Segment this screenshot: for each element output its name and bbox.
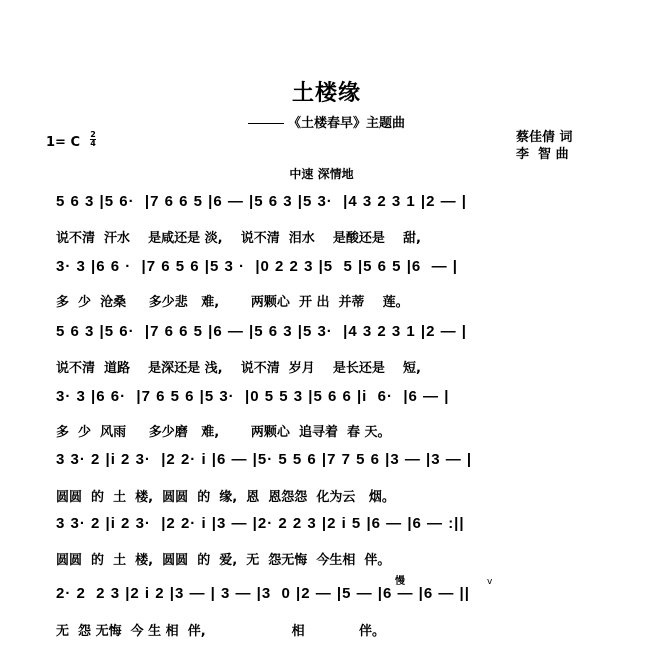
lyric-line: 多 少 沧桑 多少悲 难, 两颗心 开 出 并蒂 莲。 [56,295,409,310]
breath-mark: v [487,577,493,587]
notation-line: 3· 3 |6 6 · |7 6 5 6 |5 3 · |0 2 2 3 |5 5 |5 6 5 |6 — | [56,258,458,275]
lyricist: 蔡佳倩 词 [516,130,573,145]
lyric-line: 圆圆 的 土 楼, 圆圆 的 缘, 恩 恩怨怨 化为云 烟。 [56,490,395,505]
time-top: 2 [90,130,96,139]
notation-line: 3 3· 2 |i 2 3· |2 2· i |6 — |5· 5 5 6 |7 7 5 6 |3 — |3 — | [56,451,473,468]
notation-line: 5 6 3 |5 6· |7 6 6 5 |6 — |5 6 3 |5 3· |4 3 2 3 1 |2 — | [56,193,467,210]
song-title: 土楼缘 [291,81,361,106]
lyric-line: 无 怨 无悔 今 生 相 伴, 相 伴。 [56,624,385,639]
key-signature: 1= C [46,135,81,150]
notation-line: 5 6 3 |5 6· |7 6 6 5 |6 — |5 6 3 |5 3· |4 3 2 3 1 |2 — | [56,323,467,340]
lyric-line: 圆圆 的 土 楼, 圆圆 的 爱, 无 怨无悔 今生相 伴。 [56,553,391,568]
time-bottom: 4 [90,139,96,148]
lyric-line: 说不清 汗水 是咸还是 淡, 说不清 泪水 是酸还是 甜, [56,231,421,246]
composer: 李 智 曲 [516,147,569,162]
time-signature [90,131,96,148]
lyric-line: 说不清 道路 是深还是 浅, 说不清 岁月 是长还是 短, [56,361,421,376]
subtitle-text: 《土楼春早》主题曲 [287,116,405,131]
notation-line: 3· 3 |6 6· |7 6 5 6 |5 3· |0 5 5 3 |5 6 6 |i 6· |6 — | [56,388,450,405]
notation-line: 2· 2 2 3 |2 i 2 |3 — | 3 — |3 0 |2 — |5 — |6 — |6 — || [56,585,470,602]
dash-line [248,123,284,124]
lyric-line: 多 少 风雨 多少磨 难, 两颗心 追寻着 春 天。 [56,425,391,440]
slow-marking: 慢 [395,576,405,587]
credits [516,129,573,163]
notation-line: 3 3· 2 |i 2 3· |2 2· i |3 — |2· 2 2 3 |2 i 5 |6 — |6 — :|| [56,515,465,532]
tempo-marking: 中速 深情地 [289,167,354,181]
